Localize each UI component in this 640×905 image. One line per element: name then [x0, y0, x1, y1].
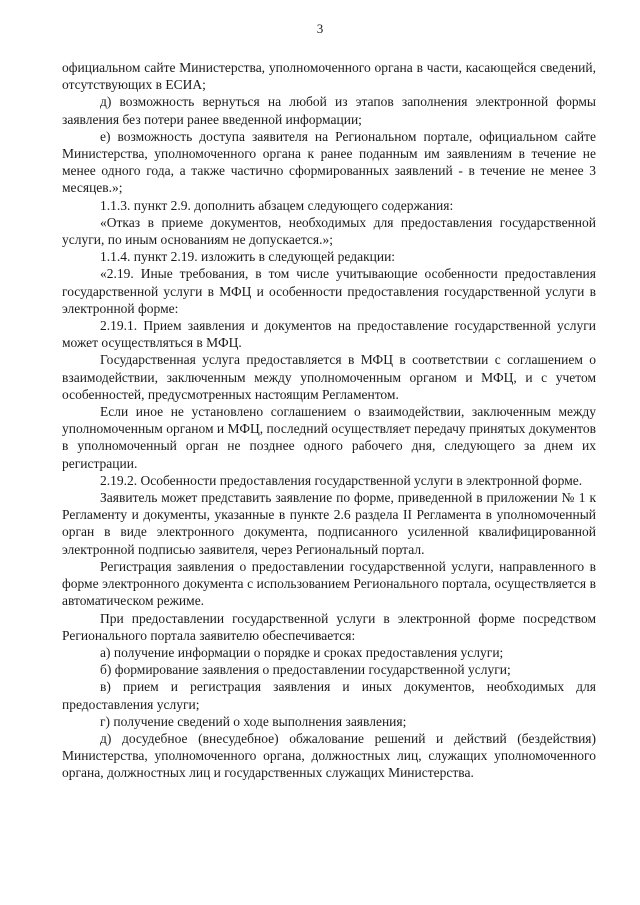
paragraph-applicant-submission: Заявитель может представить заявление по форме, приведенной в приложении № 1 к Регламенту и документы, указанные в пункте 2.6 раздела II Регламента в уполномоченный орган в виде электронного документа, подписанного усиленной квалифицированной электронной подписью заявителя, через Региональный портал. — [62, 490, 596, 557]
paragraph-item-e: е) возможность доступа заявителя на Региональном портале, официальном сайте Министерства, уполномоченного органа к ранее поданным им заявлениям в течение не менее одного года, а также частично сформированных заявлений - в течение не менее 3 месяцев.»; — [62, 128, 596, 196]
list-item-a: а) получение информации о порядке и сроках предоставления услуги; — [100, 644, 504, 660]
page-number: 3 — [316, 21, 324, 36]
paragraph-continuation: официальном сайте Министерства, уполномоченного органа в части, касающейся сведений, отсутствующих в ЕСИА; — [62, 60, 596, 93]
paragraph-mfc-transfer: Если иное не установлено соглашением о взаимодействии, заключенным между уполномоченным органом и МФЦ, последний осуществляет передачу принятых документов в уполномоченный орган не позднее одного рабочего дня, следующего за днем их регистрации. — [62, 404, 596, 471]
paragraph-item-d: д) возможность вернуться на любой из этапов заполнения электронной формы заявления без потери ранее введенной информации; — [62, 94, 596, 127]
list-item-g: г) получение сведений о ходе выполнения заявления; — [100, 713, 407, 729]
paragraph-registration: Регистрация заявления о предоставлении государственной услуги, направленного в форме электронного документа с использованием Регионального портала, осуществляется в автоматическом режиме. — [62, 558, 596, 609]
paragraph-refusal-quote: «Отказ в приеме документов, необходимых для предоставления государственной услуги, по иным основаниям не допускается.»; — [62, 214, 596, 248]
list-item-b: б) формирование заявления о предоставлении государственной услуги; — [100, 662, 511, 678]
document-body — [62, 59, 596, 782]
paragraph-2-19-2: 2.19.2. Особенности предоставления государственной услуги в электронной форме. — [100, 472, 583, 488]
paragraph-1-1-3: 1.1.3. пункт 2.9. дополнить абзацем следующего содержания: — [100, 197, 454, 213]
list-item-v: в) прием и регистрация заявления и иных документов, необходимых для предоставления услуги; — [62, 679, 596, 712]
paragraph-mfc-service: Государственная услуга предоставляется в МФЦ в соответствии с соглашением о взаимодействии, заключенным между уполномоченным органом и МФЦ, и с учетом особенностей, предусмотренных настоящим Регламентом. — [62, 352, 596, 402]
list-item-d: д) досудебное (внесудебное) обжалование решений и действий (бездействия) Министерства, уполномоченного органа, должностных лиц, служащих уполномоченного органа, должностных лиц и государственных служащих Министерства. — [62, 730, 596, 781]
paragraph-portal-provides: При предоставлении государственной услуги в электронной форме посредством Регионального портала заявителю обеспечивается: — [62, 610, 596, 643]
paragraph-1-1-4: 1.1.4. пункт 2.19. изложить в следующей редакции: — [100, 249, 396, 265]
paragraph-2-19-1: 2.19.1. Прием заявления и документов на предоставление государственной услуги может осуществляться в МФЦ. — [62, 318, 596, 351]
paragraph-2-19: «2.19. Иные требования, в том числе учитывающие особенности предоставления государственной услуги в МФЦ и особенности предоставления государственной услуги в электронной форме: — [62, 266, 596, 316]
